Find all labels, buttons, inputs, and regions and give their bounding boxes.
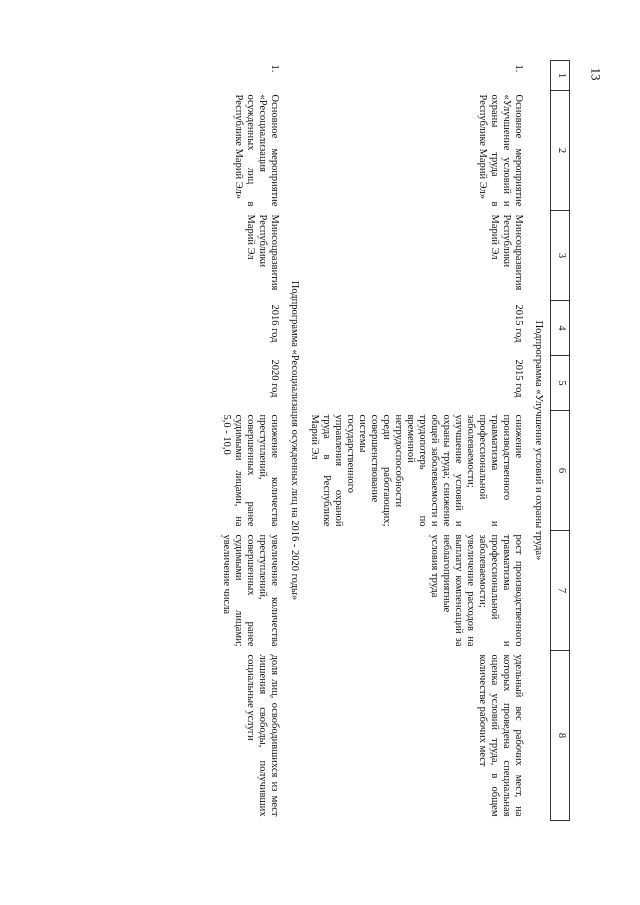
subprogram-2-title: Подпрограмма «Ресоциализация осужденных лиц на 2016 - 2020 годы» xyxy=(289,280,300,601)
page-number: 13 xyxy=(588,67,604,81)
related-indicator: удельный вес рабочих мест, на которых проведена специальная оценка условий труда, в общем количестве рабочих мест xyxy=(477,654,524,817)
activity-name: Основное мероприятие «Улучшение условий и охраны труда в Республике Марий Эл» xyxy=(477,94,524,207)
executor: Минсоцразвития Республики Марий Эл xyxy=(245,214,280,291)
col-num-1: 1 xyxy=(551,61,570,91)
table-row xyxy=(218,61,282,821)
col-num-5: 5 xyxy=(551,356,570,411)
col-num-3: 3 xyxy=(551,211,570,301)
col-num-2: 2 xyxy=(551,91,570,211)
start-year: 2016 год xyxy=(269,304,280,343)
program-activities-table xyxy=(218,60,570,821)
non-implementation-consequence: увеличение количества преступлений, совершенных ранее судимыми лицами; увеличение числа xyxy=(221,534,280,647)
expected-result: снижение производственного травматизма и профессиональной заболеваемости; улучшение условий и охраны труда; снижение общей заболеваемости и трудопотерь по временной нетрудоспособности среди работающих; совершенствование системы государственного управления охраной труда в Республике Марий Эл xyxy=(309,414,524,527)
col-num-4: 4 xyxy=(551,301,570,356)
col-num-6: 6 xyxy=(551,411,570,531)
col-num-7: 7 xyxy=(551,531,570,651)
executor: Минсоцразвития Республики Марий Эл xyxy=(489,214,524,291)
col-num-8: 8 xyxy=(551,651,570,821)
column-number-row xyxy=(551,61,570,821)
table-row xyxy=(306,61,526,821)
activity-name: Основное мероприятие «Ресоциализация осужденных лиц в Республике Марий Эл» xyxy=(233,94,280,207)
subprogram-2-title-row xyxy=(282,61,306,821)
row-number: 1. xyxy=(513,64,524,73)
related-indicator: доля лиц, освободившихся из мест лишения свободы, получивших социальные услуги xyxy=(245,654,280,817)
expected-result: снижение количества преступлений, совершенных ранее судимыми лицами, на 5,0 - 10,0 xyxy=(221,414,280,527)
end-year: 2020 год xyxy=(269,359,280,398)
row-number: 1. xyxy=(269,64,280,73)
rotated-table-sheet xyxy=(100,60,570,820)
subprogram-1-title: Подпрограмма «Улучшение условий и охраны труда» xyxy=(533,320,544,561)
start-year: 2015 год xyxy=(513,304,524,343)
non-implementation-consequence: рост производственного травматизма и профессиональной заболеваемости; увеличение расходов на выплату компенсаций за неблагоприятные условия труда xyxy=(429,534,524,647)
end-year: 2015 год xyxy=(513,359,524,398)
subprogram-1-title-row xyxy=(526,61,551,821)
